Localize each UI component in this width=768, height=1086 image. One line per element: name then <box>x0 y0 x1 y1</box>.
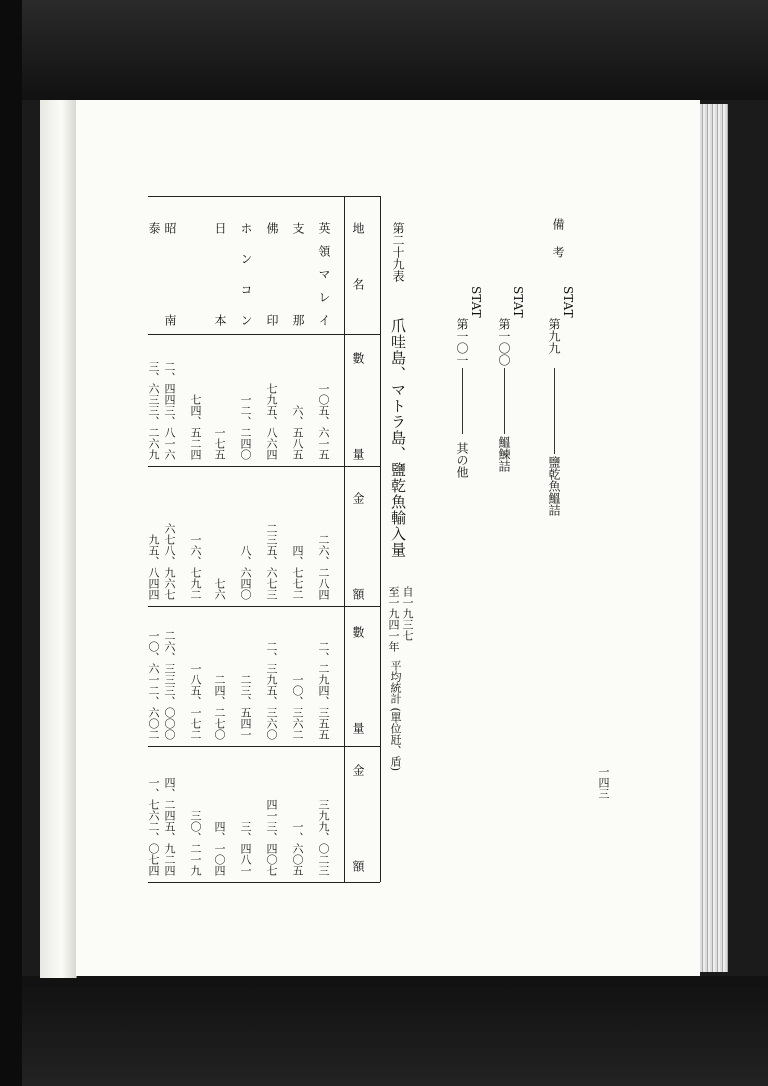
table-cell-amt-a: 四、七七二 <box>291 545 304 600</box>
table-cell-amt-b: 三〇、二一九 <box>189 810 202 876</box>
table-outer-right-rule <box>380 196 381 882</box>
table-cell-amt-a: 九五、八四四 <box>147 534 160 600</box>
header-region: 地 名 <box>351 222 365 310</box>
header-qty-b: 數 量 <box>351 626 365 774</box>
table-cell-amt-b: 四、二四五、九二四 <box>163 777 176 876</box>
table-cell-qty-b: 二三、五四一 <box>239 674 252 740</box>
table-cell-qty-b: 一〇、六一二、六〇二 <box>147 630 160 740</box>
header-column-rule <box>344 196 345 882</box>
note-1-number: 第九九 <box>547 318 561 354</box>
table-cell-amt-b: 一、六〇五 <box>291 821 304 876</box>
table-cell-qty-b: 一〇、三六二 <box>291 674 304 740</box>
table-cell-amt-a: 二六、二八四 <box>317 534 330 600</box>
left-page-edge <box>40 100 77 978</box>
page-number: 一四三 <box>597 766 610 799</box>
row-rule-amt-a <box>148 606 380 607</box>
note-2-leader <box>504 368 505 434</box>
note-2-stat: STAT <box>511 286 525 318</box>
table-cell-amt-a: 一六、七九二 <box>189 534 202 600</box>
table-cell-region: 佛 印 <box>265 222 279 326</box>
table-cell-amt-b: 四一三、四〇七 <box>265 799 278 876</box>
table-cell-qty-a: 三、六三三、二六九 <box>147 361 160 460</box>
scan-bottom-border <box>0 976 768 1086</box>
table-cell-qty-a: 一二、二四〇 <box>239 394 252 460</box>
table-cell-qty-b: 二、二九四、三五五 <box>317 641 330 740</box>
header-amt-b: 金 額 <box>351 764 365 912</box>
note-3-leader <box>462 368 463 434</box>
note-3-number: 第一〇一 <box>455 318 469 366</box>
book-binding <box>0 0 22 1086</box>
table-cell-region: 日 本 <box>213 222 227 326</box>
notes-heading: 備 考 <box>551 218 565 264</box>
table-cell-qty-b: 二六、三三三、〇〇〇 <box>163 630 176 740</box>
scan-top-border <box>0 0 768 100</box>
table-cell-qty-a: 六、五八五 <box>291 405 304 460</box>
period-suffix: 至一九四一年 <box>387 586 400 652</box>
table-cell-qty-b: 二四、二七〇 <box>213 674 226 740</box>
note-3-desc: 其の他 <box>455 442 469 478</box>
table-top-rule <box>148 196 380 197</box>
table-cell-amt-b: 三、四八一 <box>239 821 252 876</box>
table-cell-qty-a: 二、四四三、八一六 <box>163 361 176 460</box>
table-number: 第二十九表 <box>391 222 405 282</box>
table-cell-region: 支 那 <box>291 222 305 326</box>
table-cell-qty-a: 一〇五、六一五 <box>317 383 330 460</box>
note-2-desc: 鰮鰊詰 <box>497 436 511 472</box>
table-cell-qty-a: 一七五 <box>213 427 226 460</box>
table-cell-region: 英領マレイ <box>317 222 331 326</box>
note-1-leader <box>554 368 555 454</box>
table-cell-qty-b: 一八五、一七二 <box>189 663 202 740</box>
note-1-stat: STAT <box>561 286 575 318</box>
table-cell-region: ホンコン <box>239 222 253 326</box>
table-cell-qty-a: 七四、五二四 <box>189 394 202 460</box>
table-cell-amt-b: 四、一〇四 <box>213 821 226 876</box>
table-cell-region: 昭 南 <box>163 222 177 326</box>
table-cell-amt-a: 八、六四〇 <box>239 545 252 600</box>
header-amt-a: 金 額 <box>351 492 365 640</box>
table-cell-amt-b: 一、七六二、〇七四 <box>147 777 160 876</box>
period-prefix: 自一九三七 <box>401 586 414 641</box>
note-1-desc: 鹽乾魚鰮詰 <box>547 456 561 516</box>
right-page-stack <box>700 104 728 972</box>
row-rule-region <box>148 334 380 335</box>
row-rule-qty-b <box>148 746 380 747</box>
header-qty-a: 數 量 <box>351 352 365 500</box>
table-cell-amt-a: 七六 <box>213 578 226 600</box>
table-cell-region: 泰 <box>147 222 161 234</box>
table-cell-qty-b: 二、三九五、三六〇 <box>265 641 278 740</box>
table-cell-amt-b: 三九九、〇二三 <box>317 799 330 876</box>
table-cell-amt-a: 六七八、九六七 <box>163 523 176 600</box>
table-bottom-rule <box>148 882 380 883</box>
row-rule-qty-a <box>148 466 380 467</box>
table-cell-amt-a: 二三五、六七三 <box>265 523 278 600</box>
table-title: 爪哇島、マトラ島、鹽乾魚輸入量 <box>389 318 407 558</box>
note-2-number: 第一〇〇 <box>497 318 511 366</box>
unit-note: 平均統計 (單位瓩、盾) <box>389 660 402 772</box>
note-3-stat: STAT <box>469 286 483 318</box>
table-cell-qty-a: 七九五、八六四 <box>265 383 278 460</box>
